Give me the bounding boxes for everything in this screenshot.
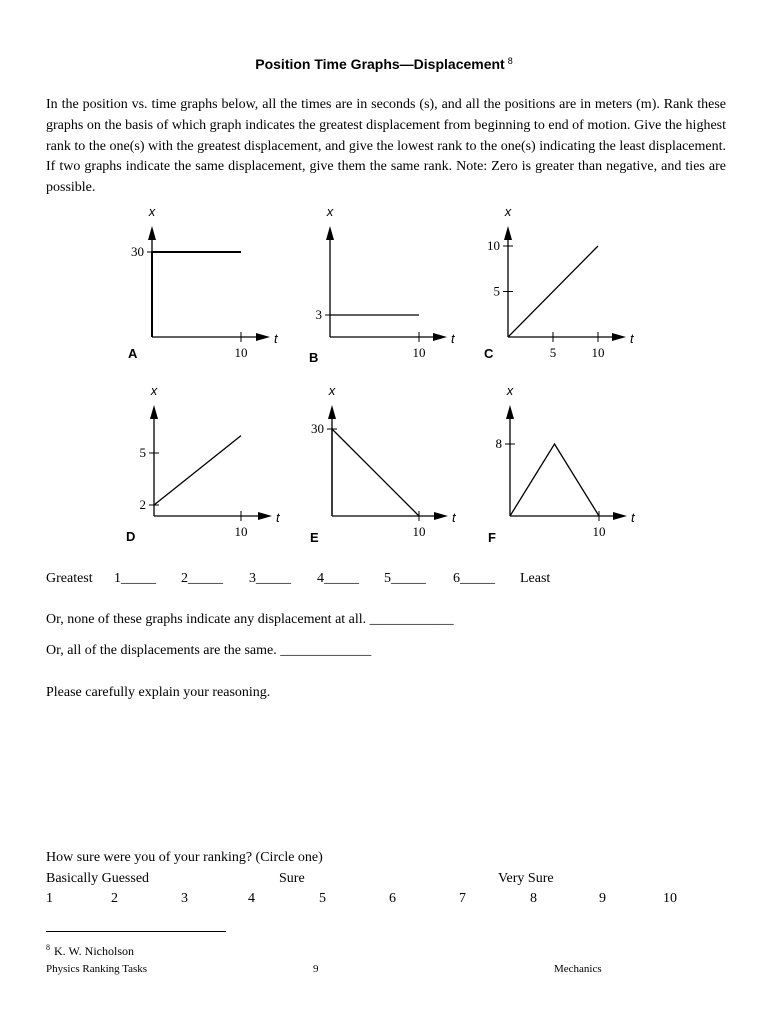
instructions-paragraph: In the position vs. time graphs below, all the times are in seconds (s), and all the positions are in meters (m). Rank these graphs on the basis of which graph indicates the greatest displacement from beginning to end of motion. Give the highest rank to the one(s) with the greatest displacement, and give the lowest rank to the one(s) indicating the least displacement. If two graphs indicate the same displacement, give them the same rank. Note: Zero is greater than negative, and ties are possible. xyxy=(46,97,726,196)
graph-E-x-axis-label: x xyxy=(328,383,336,398)
rank-slot-1[interactable]: 1_____ xyxy=(114,571,156,586)
graph-E-label: E xyxy=(310,530,319,545)
footnote-text: K. W. Nicholson xyxy=(54,944,135,958)
rank-slot-4[interactable]: 4_____ xyxy=(317,571,359,586)
graph-C-t-tick-label: 5 xyxy=(549,345,557,360)
confidence-option-1[interactable]: 1 xyxy=(46,891,53,906)
graph-A-t-tick-label: 10 xyxy=(234,345,248,360)
graph-B-t-axis-label: t xyxy=(451,331,455,346)
graph-B-t-tick-label: 10 xyxy=(412,345,426,360)
graph-B-x-arrowhead xyxy=(326,226,334,240)
graph-C-x-axis-label: x xyxy=(504,204,512,219)
graph-F-x-tick-label: 8 xyxy=(495,436,502,451)
graph-A-position-line xyxy=(152,252,241,337)
graph-C-x-tick-label: 10 xyxy=(487,238,500,253)
footnote-divider xyxy=(46,931,226,932)
greatest-label: Greatest xyxy=(46,571,93,586)
graph-B-x-axis-label: x xyxy=(326,204,334,219)
rank-slot-5[interactable]: 5_____ xyxy=(384,571,426,586)
confidence-label-very-sure: Very Sure xyxy=(498,871,554,886)
graph-D-x-arrowhead xyxy=(150,405,158,419)
title-text: Position Time Graphs—Displacement xyxy=(255,56,505,72)
confidence-option-8[interactable]: 8 xyxy=(530,891,537,906)
graph-F-x-arrowhead xyxy=(506,405,514,419)
graph-C-x-tick-label: 5 xyxy=(493,283,500,299)
confidence-option-5[interactable]: 5 xyxy=(319,891,326,906)
no-displacement-option[interactable]: Or, none of these graphs indicate any displacement at all. ____________ xyxy=(46,612,454,627)
footer-left: Physics Ranking Tasks xyxy=(46,963,148,975)
confidence-option-4[interactable]: 4 xyxy=(248,891,255,906)
graph-A-x-tick-label: 30 xyxy=(131,244,144,259)
graph-C-position-line xyxy=(508,246,598,337)
explain-prompt: Please carefully explain your reasoning. xyxy=(46,685,271,700)
confidence-option-7[interactable]: 7 xyxy=(459,891,466,906)
graph-D-x-axis-label: x xyxy=(150,383,158,398)
graph-E-x-arrowhead xyxy=(328,405,336,419)
least-label: Least xyxy=(520,571,551,586)
rank-slot-2[interactable]: 2_____ xyxy=(181,571,223,586)
rank-slot-6[interactable]: 6_____ xyxy=(453,571,495,586)
graph-E-t-tick-label: 10 xyxy=(412,524,426,539)
graph-F-position-line xyxy=(510,444,599,516)
graph-A-x-axis-label: x xyxy=(148,204,156,219)
graph-D-t-arrowhead xyxy=(258,512,272,520)
graph-B-x-tick-label: 3 xyxy=(315,307,322,322)
confidence-option-10[interactable]: 10 xyxy=(663,891,677,906)
same-displacement-option[interactable]: Or, all of the displacements are the same. _____________ xyxy=(46,643,372,658)
confidence-option-9[interactable]: 9 xyxy=(599,891,606,906)
graph-D-t-axis-label: t xyxy=(276,510,280,525)
title-footnote-mark: 8 xyxy=(507,56,513,66)
graph-F-t-tick-label: 10 xyxy=(592,524,606,539)
graph-F-t-axis-label: t xyxy=(631,510,635,525)
confidence-option-3[interactable]: 3 xyxy=(181,891,188,906)
footer-page-number: 9 xyxy=(313,963,319,975)
graph-D-t-tick-label: 10 xyxy=(234,524,248,539)
graph-E-t-axis-label: t xyxy=(452,510,456,525)
graph-E-position-line xyxy=(332,429,419,516)
graph-C-t-arrowhead xyxy=(612,333,626,341)
graph-F-label: F xyxy=(488,530,496,545)
graph-B-label: B xyxy=(309,350,319,365)
graph-D-label: D xyxy=(126,529,136,544)
graph-D-x-tick-label: 2 xyxy=(139,497,146,512)
confidence-label-sure: Sure xyxy=(279,871,305,886)
footnote xyxy=(46,943,134,959)
graph-E-t-arrowhead xyxy=(434,512,448,520)
graph-A-t-axis-label: t xyxy=(274,331,278,346)
confidence-option-2[interactable]: 2 xyxy=(111,891,118,906)
graph-D-position-line xyxy=(154,436,241,505)
graph-C-t-axis-label: t xyxy=(630,331,634,346)
footer-right: Mechanics xyxy=(554,963,602,975)
confidence-option-6[interactable]: 6 xyxy=(389,891,396,906)
graph-C-label: C xyxy=(484,346,494,361)
graph-C-x-arrowhead xyxy=(504,226,512,240)
graph-F-x-axis-label: x xyxy=(506,383,514,398)
graph-F-t-arrowhead xyxy=(613,512,627,520)
graph-A-x-arrowhead xyxy=(148,226,156,240)
footnote-mark: 8 xyxy=(46,943,50,952)
graph-A-label: A xyxy=(128,346,138,361)
graph-B-t-arrowhead xyxy=(433,333,447,341)
graph-C-t-tick-label: 10 xyxy=(591,345,605,360)
confidence-question: How sure were you of your ranking? (Circle one) xyxy=(46,850,323,865)
graph-A-t-arrowhead xyxy=(256,333,270,341)
rank-slot-3[interactable]: 3_____ xyxy=(249,571,291,586)
graph-D-x-tick-label: 5 xyxy=(139,445,146,460)
confidence-label-guessed: Basically Guessed xyxy=(46,871,150,886)
graph-E-x-tick-label: 30 xyxy=(311,421,324,436)
